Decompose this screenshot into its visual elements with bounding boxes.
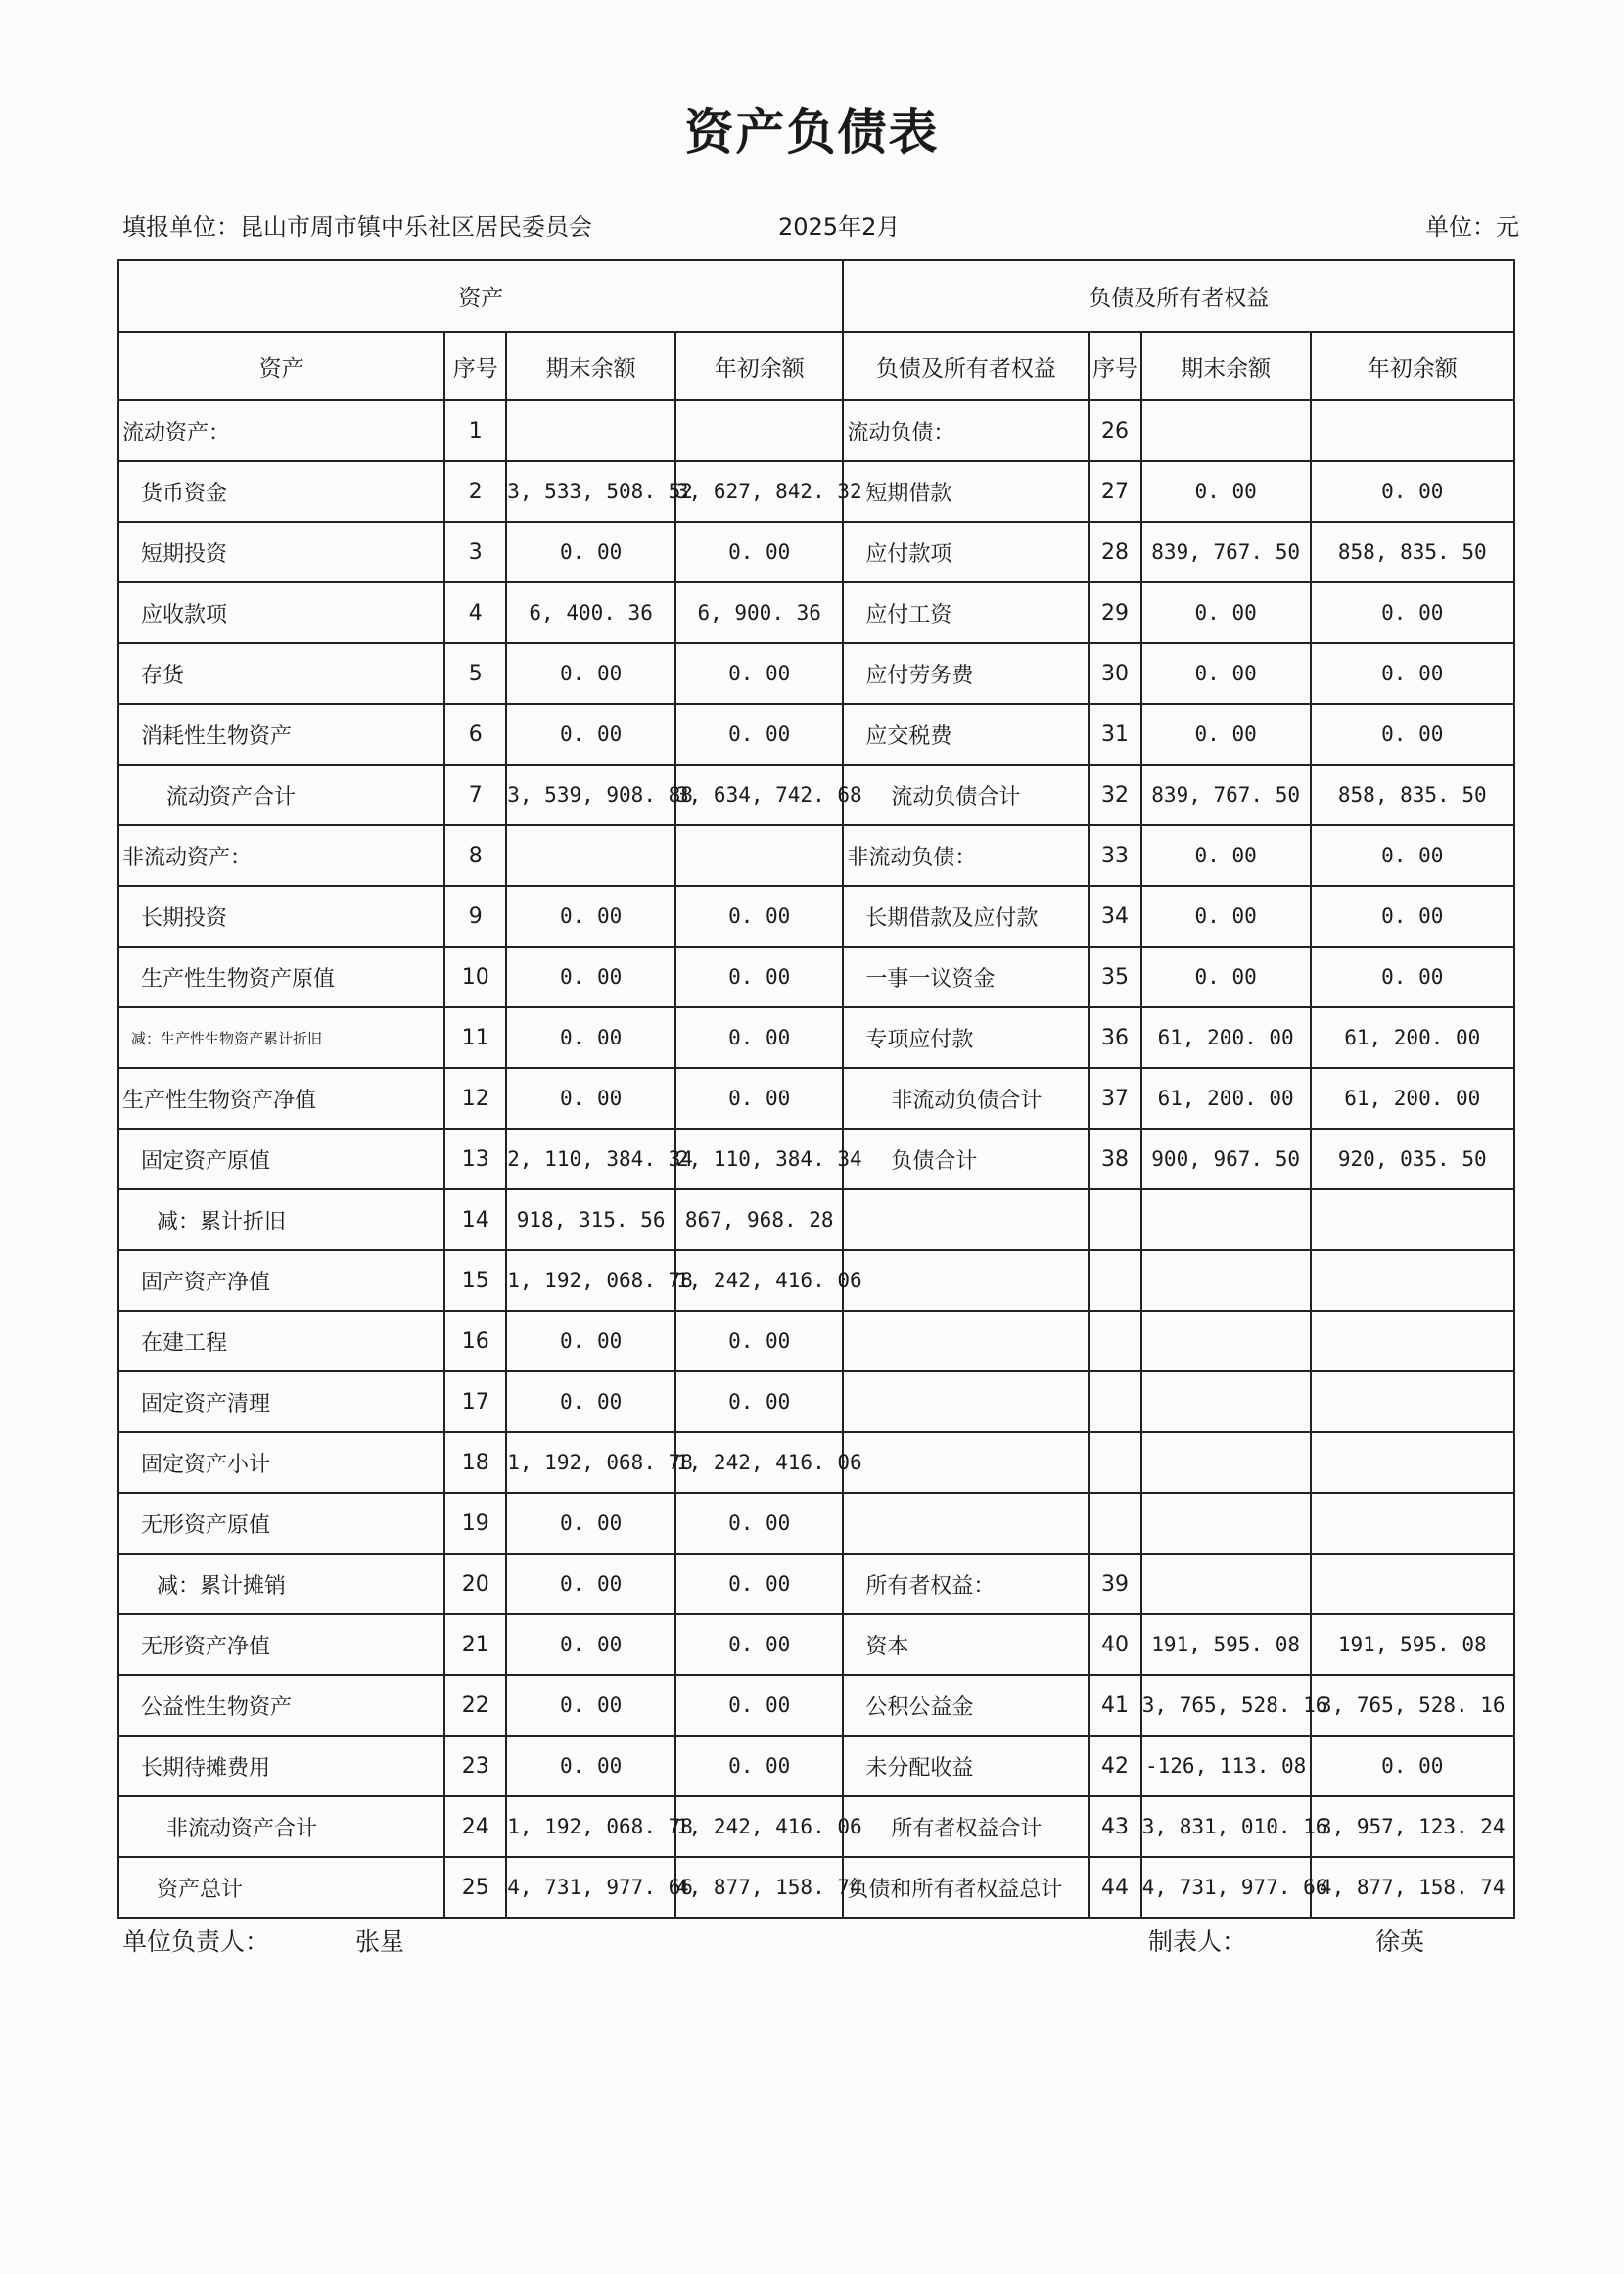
liability-begin-cell [1311,1493,1514,1554]
liability-no-cell: 26 [1089,400,1140,461]
currency-unit: 单位：元 [1425,213,1519,241]
asset-name-cell: 公益性生物资产 [118,1675,444,1736]
table-row [118,1675,1514,1736]
asset-begin-cell: 0. 00 [675,643,843,704]
liability-name-cell: 资本 [843,1614,1089,1675]
asset-name-cell: 消耗性生物资产 [118,704,444,765]
liability-end-cell: 0. 00 [1141,582,1311,643]
liability-begin-cell [1311,400,1514,461]
asset-begin-cell: 867, 968. 28 [675,1189,843,1250]
asset-begin-cell: 2, 110, 384. 34 [675,1129,843,1189]
table-row [118,1614,1514,1675]
liability-name-cell: 负债合计 [843,1129,1089,1189]
asset-name-cell: 在建工程 [118,1311,444,1371]
asset-no-cell: 14 [444,1189,506,1250]
liability-begin-cell: 61, 200. 00 [1311,1007,1514,1068]
asset-end-cell: 0. 00 [506,1493,675,1554]
liability-begin-cell: 0. 00 [1311,947,1514,1007]
liability-no-cell: 36 [1089,1007,1140,1068]
liability-name-cell: 非流动负债： [843,825,1089,886]
liability-no-cell [1089,1250,1140,1311]
liability-no-cell [1089,1432,1140,1493]
liability-end-cell: 61, 200. 00 [1141,1007,1311,1068]
table-row [118,704,1514,765]
asset-begin-cell: 1, 242, 416. 06 [675,1432,843,1493]
liability-begin-cell: 858, 835. 50 [1311,522,1514,582]
asset-name-cell: 无形资产净值 [118,1614,444,1675]
asset-name-cell: 固产资产净值 [118,1250,444,1311]
asset-end-cell: 3, 539, 908. 88 [506,765,675,825]
liability-end-cell: 4, 731, 977. 66 [1141,1857,1311,1918]
asset-begin-cell: 1, 242, 416. 06 [675,1796,843,1857]
liability-no-cell: 28 [1089,522,1140,582]
liability-name-cell [843,1493,1089,1554]
table-row [118,886,1514,947]
asset-end-cell: 0. 00 [506,1371,675,1432]
table-row [118,1554,1514,1614]
asset-no-cell: 21 [444,1614,506,1675]
col-asset-begin: 年初余额 [675,332,843,400]
table-row [118,1068,1514,1129]
col-liab-end: 期末余额 [1141,332,1311,400]
liability-name-cell: 专项应付款 [843,1007,1089,1068]
liability-begin-cell [1311,1189,1514,1250]
asset-no-cell: 13 [444,1129,506,1189]
liability-no-cell: 31 [1089,704,1140,765]
liability-no-cell: 37 [1089,1068,1140,1129]
liability-name-cell: 应交税费 [843,704,1089,765]
table-row [118,643,1514,704]
liability-name-cell: 应付工资 [843,582,1089,643]
asset-no-cell: 4 [444,582,506,643]
col-asset-end: 期末余额 [506,332,675,400]
document-title: 资产负债表 [684,104,940,161]
asset-no-cell: 12 [444,1068,506,1129]
asset-no-cell: 1 [444,400,506,461]
liability-no-cell: 42 [1089,1736,1140,1796]
liability-end-cell [1141,1311,1311,1371]
liability-begin-cell: 0. 00 [1311,704,1514,765]
liability-begin-cell: 0. 00 [1311,1736,1514,1796]
liability-end-cell: 0. 00 [1141,886,1311,947]
liability-name-cell: 负债和所有者权益总计 [843,1857,1089,1918]
liability-end-cell: 191, 595. 08 [1141,1614,1311,1675]
liability-end-cell [1141,1493,1311,1554]
liability-end-cell [1141,1432,1311,1493]
asset-end-cell: 0. 00 [506,1007,675,1068]
liability-no-cell: 38 [1089,1129,1140,1189]
liability-begin-cell: 0. 00 [1311,825,1514,886]
asset-end-cell: 1, 192, 068. 78 [506,1432,675,1493]
asset-begin-cell: 0. 00 [675,522,843,582]
asset-name-cell: 长期投资 [118,886,444,947]
table-row [118,1189,1514,1250]
liability-no-cell: 27 [1089,461,1140,522]
liability-no-cell [1089,1189,1140,1250]
table-row [118,1311,1514,1371]
liability-begin-cell [1311,1250,1514,1311]
col-liab-begin: 年初余额 [1311,332,1514,400]
table-row [118,1371,1514,1432]
liability-no-cell [1089,1493,1140,1554]
liability-name-cell [843,1189,1089,1250]
asset-name-cell: 减：累计折旧 [118,1189,444,1250]
liability-name-cell [843,1250,1089,1311]
balance-sheet-body [118,400,1514,1918]
liability-end-cell: 839, 767. 50 [1141,765,1311,825]
liability-no-cell [1089,1371,1140,1432]
liability-begin-cell: 4, 877, 158. 74 [1311,1857,1514,1918]
report-period: 2025年2月 [778,213,901,241]
asset-name-cell: 资产总计 [118,1857,444,1918]
col-liab-name: 负债及所有者权益 [843,332,1089,400]
liabilities-group-header: 负债及所有者权益 [843,260,1514,332]
table-row [118,947,1514,1007]
asset-name-cell: 非流动资产合计 [118,1796,444,1857]
liability-begin-cell: 3, 957, 123. 24 [1311,1796,1514,1857]
liability-end-cell: 0. 00 [1141,643,1311,704]
asset-no-cell: 9 [444,886,506,947]
liability-name-cell: 流动负债合计 [843,765,1089,825]
asset-begin-cell: 3, 634, 742. 68 [675,765,843,825]
asset-end-cell: 6, 400. 36 [506,582,675,643]
asset-begin-cell: 0. 00 [675,1007,843,1068]
asset-end-cell: 918, 315. 56 [506,1189,675,1250]
liability-no-cell: 34 [1089,886,1140,947]
group-header-row [118,260,1514,332]
liability-end-cell [1141,1371,1311,1432]
asset-no-cell: 6 [444,704,506,765]
liability-name-cell: 短期借款 [843,461,1089,522]
liability-name-cell [843,1371,1089,1432]
asset-no-cell: 3 [444,522,506,582]
asset-begin-cell: 0. 00 [675,704,843,765]
liability-end-cell: 61, 200. 00 [1141,1068,1311,1129]
asset-end-cell: 0. 00 [506,522,675,582]
asset-no-cell: 18 [444,1432,506,1493]
liability-no-cell: 33 [1089,825,1140,886]
liability-name-cell: 应付劳务费 [843,643,1089,704]
asset-begin-cell: 0. 00 [675,1493,843,1554]
table-row [118,1796,1514,1857]
liability-end-cell: 0. 00 [1141,704,1311,765]
asset-name-cell: 生产性生物资产原值 [118,947,444,1007]
table-row [118,1493,1514,1554]
asset-begin-cell: 0. 00 [675,1068,843,1129]
asset-no-cell: 8 [444,825,506,886]
liability-name-cell: 一事一议资金 [843,947,1089,1007]
liability-begin-cell: 0. 00 [1311,643,1514,704]
asset-no-cell: 5 [444,643,506,704]
asset-end-cell: 4, 731, 977. 66 [506,1857,675,1918]
table-row [118,765,1514,825]
asset-name-cell: 固定资产清理 [118,1371,444,1432]
asset-no-cell: 22 [444,1675,506,1736]
asset-end-cell: 3, 533, 508. 52 [506,461,675,522]
asset-no-cell: 19 [444,1493,506,1554]
asset-no-cell: 7 [444,765,506,825]
asset-end-cell: 0. 00 [506,886,675,947]
liability-no-cell: 41 [1089,1675,1140,1736]
asset-end-cell: 1, 192, 068. 78 [506,1796,675,1857]
asset-begin-cell: 0. 00 [675,1554,843,1614]
liability-end-cell: 0. 00 [1141,825,1311,886]
liability-no-cell: 44 [1089,1857,1140,1918]
asset-begin-cell: 0. 00 [675,886,843,947]
asset-begin-cell: 1, 242, 416. 06 [675,1250,843,1311]
asset-name-cell: 短期投资 [118,522,444,582]
liability-end-cell: 900, 967. 50 [1141,1129,1311,1189]
col-liab-no: 序号 [1089,332,1140,400]
asset-name-cell: 减：累计摊销 [118,1554,444,1614]
liability-end-cell [1141,1554,1311,1614]
asset-name-cell: 非流动资产： [118,825,444,886]
asset-begin-cell: 0. 00 [675,1675,843,1736]
liability-begin-cell: 191, 595. 08 [1311,1614,1514,1675]
liability-end-cell: 0. 00 [1141,947,1311,1007]
col-asset-name: 资产 [118,332,444,400]
asset-name-cell: 应收款项 [118,582,444,643]
liability-begin-cell: 0. 00 [1311,582,1514,643]
asset-end-cell: 0. 00 [506,1614,675,1675]
liability-end-cell: 3, 831, 010. 16 [1141,1796,1311,1857]
asset-no-cell: 17 [444,1371,506,1432]
asset-end-cell: 2, 110, 384. 34 [506,1129,675,1189]
table-row [118,1857,1514,1918]
liability-no-cell: 32 [1089,765,1140,825]
table-row [118,825,1514,886]
asset-end-cell: 0. 00 [506,1068,675,1129]
asset-begin-cell [675,400,843,461]
table-row [118,582,1514,643]
liability-name-cell: 非流动负债合计 [843,1068,1089,1129]
asset-begin-cell: 0. 00 [675,1371,843,1432]
liability-name-cell: 流动负债： [843,400,1089,461]
asset-no-cell: 10 [444,947,506,1007]
asset-name-cell: 流动资产： [118,400,444,461]
balance-sheet-table [117,259,1515,1919]
liability-no-cell: 35 [1089,947,1140,1007]
asset-no-cell: 24 [444,1796,506,1857]
liability-end-cell: 0. 00 [1141,461,1311,522]
liability-begin-cell [1311,1311,1514,1371]
liability-begin-cell: 858, 835. 50 [1311,765,1514,825]
asset-name-cell: 流动资产合计 [118,765,444,825]
asset-name-cell: 货币资金 [118,461,444,522]
asset-begin-cell: 0. 00 [675,1614,843,1675]
liability-name-cell: 未分配收益 [843,1736,1089,1796]
asset-no-cell: 15 [444,1250,506,1311]
asset-name-cell: 固定资产小计 [118,1432,444,1493]
liability-end-cell [1141,400,1311,461]
asset-begin-cell: 0. 00 [675,1736,843,1796]
asset-end-cell: 0. 00 [506,1554,675,1614]
liability-begin-cell [1311,1554,1514,1614]
liability-no-cell: 43 [1089,1796,1140,1857]
asset-no-cell: 16 [444,1311,506,1371]
table-row [118,1432,1514,1493]
liability-no-cell: 40 [1089,1614,1140,1675]
asset-name-cell: 生产性生物资产净值 [118,1068,444,1129]
liability-name-cell: 所有者权益合计 [843,1796,1089,1857]
column-header-row [118,332,1514,400]
col-asset-no: 序号 [444,332,506,400]
liability-begin-cell: 3, 765, 528. 16 [1311,1675,1514,1736]
liability-no-cell: 29 [1089,582,1140,643]
asset-begin-cell: 3, 627, 842. 32 [675,461,843,522]
asset-name-cell: 长期待摊费用 [118,1736,444,1796]
asset-no-cell: 2 [444,461,506,522]
liability-name-cell: 长期借款及应付款 [843,886,1089,947]
liability-end-cell: 839, 767. 50 [1141,522,1311,582]
liability-end-cell [1141,1189,1311,1250]
asset-no-cell: 25 [444,1857,506,1918]
asset-begin-cell: 0. 00 [675,947,843,1007]
asset-end-cell: 0. 00 [506,643,675,704]
asset-begin-cell: 6, 900. 36 [675,582,843,643]
liability-begin-cell: 920, 035. 50 [1311,1129,1514,1189]
asset-no-cell: 20 [444,1554,506,1614]
table-row [118,522,1514,582]
liability-name-cell [843,1311,1089,1371]
asset-name-cell: 减：生产性生物资产累计折旧 [118,1007,444,1068]
asset-end-cell: 0. 00 [506,1675,675,1736]
preparer-name: 徐英 [1375,1927,1425,1956]
preparer-label: 制表人： [1148,1927,1247,1956]
asset-name-cell: 存货 [118,643,444,704]
asset-end-cell: 0. 00 [506,1311,675,1371]
table-row [118,1250,1514,1311]
liability-no-cell: 30 [1089,643,1140,704]
asset-end-cell [506,825,675,886]
liability-name-cell [843,1432,1089,1493]
asset-no-cell: 23 [444,1736,506,1796]
asset-begin-cell [675,825,843,886]
table-row [118,1007,1514,1068]
liability-begin-cell [1311,1371,1514,1432]
liability-begin-cell [1311,1432,1514,1493]
asset-end-cell: 0. 00 [506,1736,675,1796]
asset-name-cell: 无形资产原值 [118,1493,444,1554]
liability-name-cell: 公积公益金 [843,1675,1089,1736]
asset-name-cell: 固定资产原值 [118,1129,444,1189]
table-row [118,461,1514,522]
asset-begin-cell: 0. 00 [675,1311,843,1371]
table-row [118,1129,1514,1189]
liability-begin-cell: 0. 00 [1311,886,1514,947]
asset-end-cell: 0. 00 [506,947,675,1007]
unit-head-name: 张星 [355,1927,405,1956]
reporting-unit: 填报单位：昆山市周市镇中乐社区居民委员会 [122,213,592,241]
liability-begin-cell: 0. 00 [1311,461,1514,522]
asset-no-cell: 11 [444,1007,506,1068]
asset-end-cell: 0. 00 [506,704,675,765]
liability-end-cell: -126, 113. 08 [1141,1736,1311,1796]
unit-head-label: 单位负责人： [122,1927,270,1956]
liability-end-cell: 3, 765, 528. 16 [1141,1675,1311,1736]
liability-no-cell [1089,1311,1140,1371]
liability-name-cell: 所有者权益： [843,1554,1089,1614]
asset-end-cell: 1, 192, 068. 78 [506,1250,675,1311]
asset-begin-cell: 4, 877, 158. 74 [675,1857,843,1918]
table-row [118,1736,1514,1796]
liability-begin-cell: 61, 200. 00 [1311,1068,1514,1129]
assets-group-header: 资产 [118,260,843,332]
table-row [118,400,1514,461]
liability-end-cell [1141,1250,1311,1311]
asset-end-cell [506,400,675,461]
liability-name-cell: 应付款项 [843,522,1089,582]
liability-no-cell: 39 [1089,1554,1140,1614]
